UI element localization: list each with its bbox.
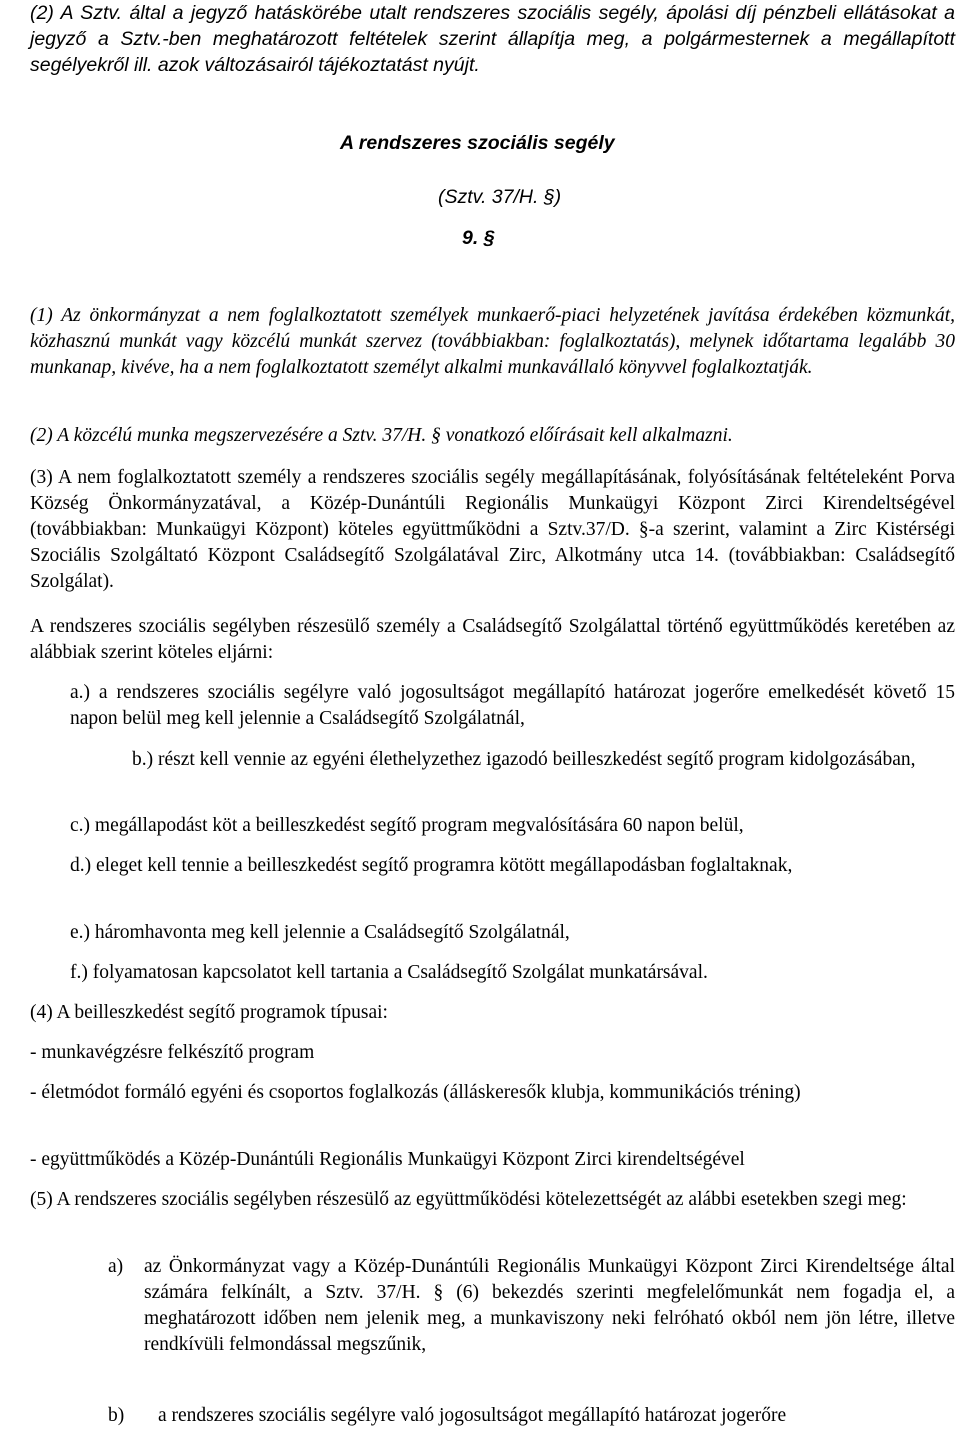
program-type-2: - életmódot formáló egyéni és csoportos foglalkozás (álláskeresők klubja, kommunikációs tréning) [30,1082,801,1103]
program-type-1: - munkavégzésre felkészítő program [30,1042,315,1063]
case-a-label: a) [108,1256,124,1277]
paragraph-4: (4) A beilleszkedést segítő programok típusai: [30,1002,388,1023]
case-b-text: a rendszeres szociális segélyre való jogosultságot megállapító határozat jogerőre [158,1405,787,1426]
paragraph-1: (1) Az önkormányzat a nem foglalkoztatott személyek munkaerő-piaci helyzetének javítása érdekében közmunkát, közhasznú munkát vagy közcélú munkát szervez (továbbiakban: foglalkoztatás), melynek időtartama legalább 30 munkanap, kivéve, ha a nem foglalkoztatott személyt alkalmi munkavállaló könyvvel foglalkoztatják. [30,305,955,378]
case-b-label: b) [108,1405,125,1426]
list-item-b: b.) részt kell vennie az egyéni élethelyzethez igazodó beilleszkedést segítő program kidolgozásában, [132,749,916,770]
paragraph-3-sub: A rendszeres szociális segélyben részesülő személy a Családsegítő Szolgálattal történő együttműködés keretében az alábbiak szerint köteles eljárni: [30,616,955,663]
list-item-f: f.) folyamatosan kapcsolatot kell tartania a Családsegítő Szolgálat munkatársával. [70,962,708,983]
section-title: A rendszeres szociális segély [340,132,615,154]
paragraph-2: (2) A közcélú munka megszervezésére a Sztv. 37/H. § vonatkozó előírásait kell alkalmazni. [30,425,733,446]
intro-paragraph-2: (2) A Sztv. által a jegyző hatáskörébe utalt rendszeres szociális segély, ápolási díj pénzbeli ellátásokat a jegyző a Sztv.-ben meghatározott feltételek szerint állapítja meg, a polgármesternek a megállapított segélyekről ill. azok változásairól tájékoztatást nyújt. [30,2,955,76]
section-reference: (Sztv. 37/H. §) [438,186,562,208]
program-type-3: - együttműködés a Közép-Dunántúli Regionális Munkaügyi Központ Zirci kirendeltségével [30,1149,745,1170]
list-item-e: e.) háromhavonta meg kell jelennie a Családsegítő Szolgálatnál, [70,922,570,943]
list-item-a: a.) a rendszeres szociális segélyre való jogosultságot megállapító határozat jogerőre emelkedését követő 15 napon belül meg kell jelennie a Családsegítő Szolgálatnál, [70,682,955,729]
list-item-c: c.) megállapodást köt a beilleszkedést segítő program megvalósítására 60 napon belül, [70,815,744,836]
paragraph-3: (3) A nem foglalkoztatott személy a rendszeres szociális segély megállapításának, folyósításának feltételeként Porva Község Önkormányzatával, a Közép-Dunántúli Regionális Munkaügyi Központ Zirci Kirendeltségével (továbbiakban: Munkaügyi Központ) köteles együttműködni a Sztv.37/D. §-a szerint, valamint a Zirc Kistérségi Szociális Szolgáltató Központ Családsegítő Szolgálatával Zirc, Alkotmány utca 14. (továbbiakban: Családsegítő Szolgálat). [30,467,955,592]
paragraph-5: (5) A rendszeres szociális segélyben részesülő az együttműködési kötelezettségét az alábbi esetekben szegi meg: [30,1189,907,1210]
list-item-d: d.) eleget kell tennie a beilleszkedést segítő programra kötött megállapodásban foglaltaknak, [70,855,793,876]
case-a-text: az Önkormányzat vagy a Közép-Dunántúli Regionális Munkaügyi Központ Zirci Kirendeltsége által számára felkínált, a Sztv. 37/H. § (6) bekezdés szerinti megfelelőmunkát nem fogadja el, a meghatározott időben nem jelenik meg, a munkaviszony neki felróható okból nem jön létre, illetve rendkívüli felmondással megszűnik, [144,1256,955,1355]
section-number: 9. § [462,227,495,249]
